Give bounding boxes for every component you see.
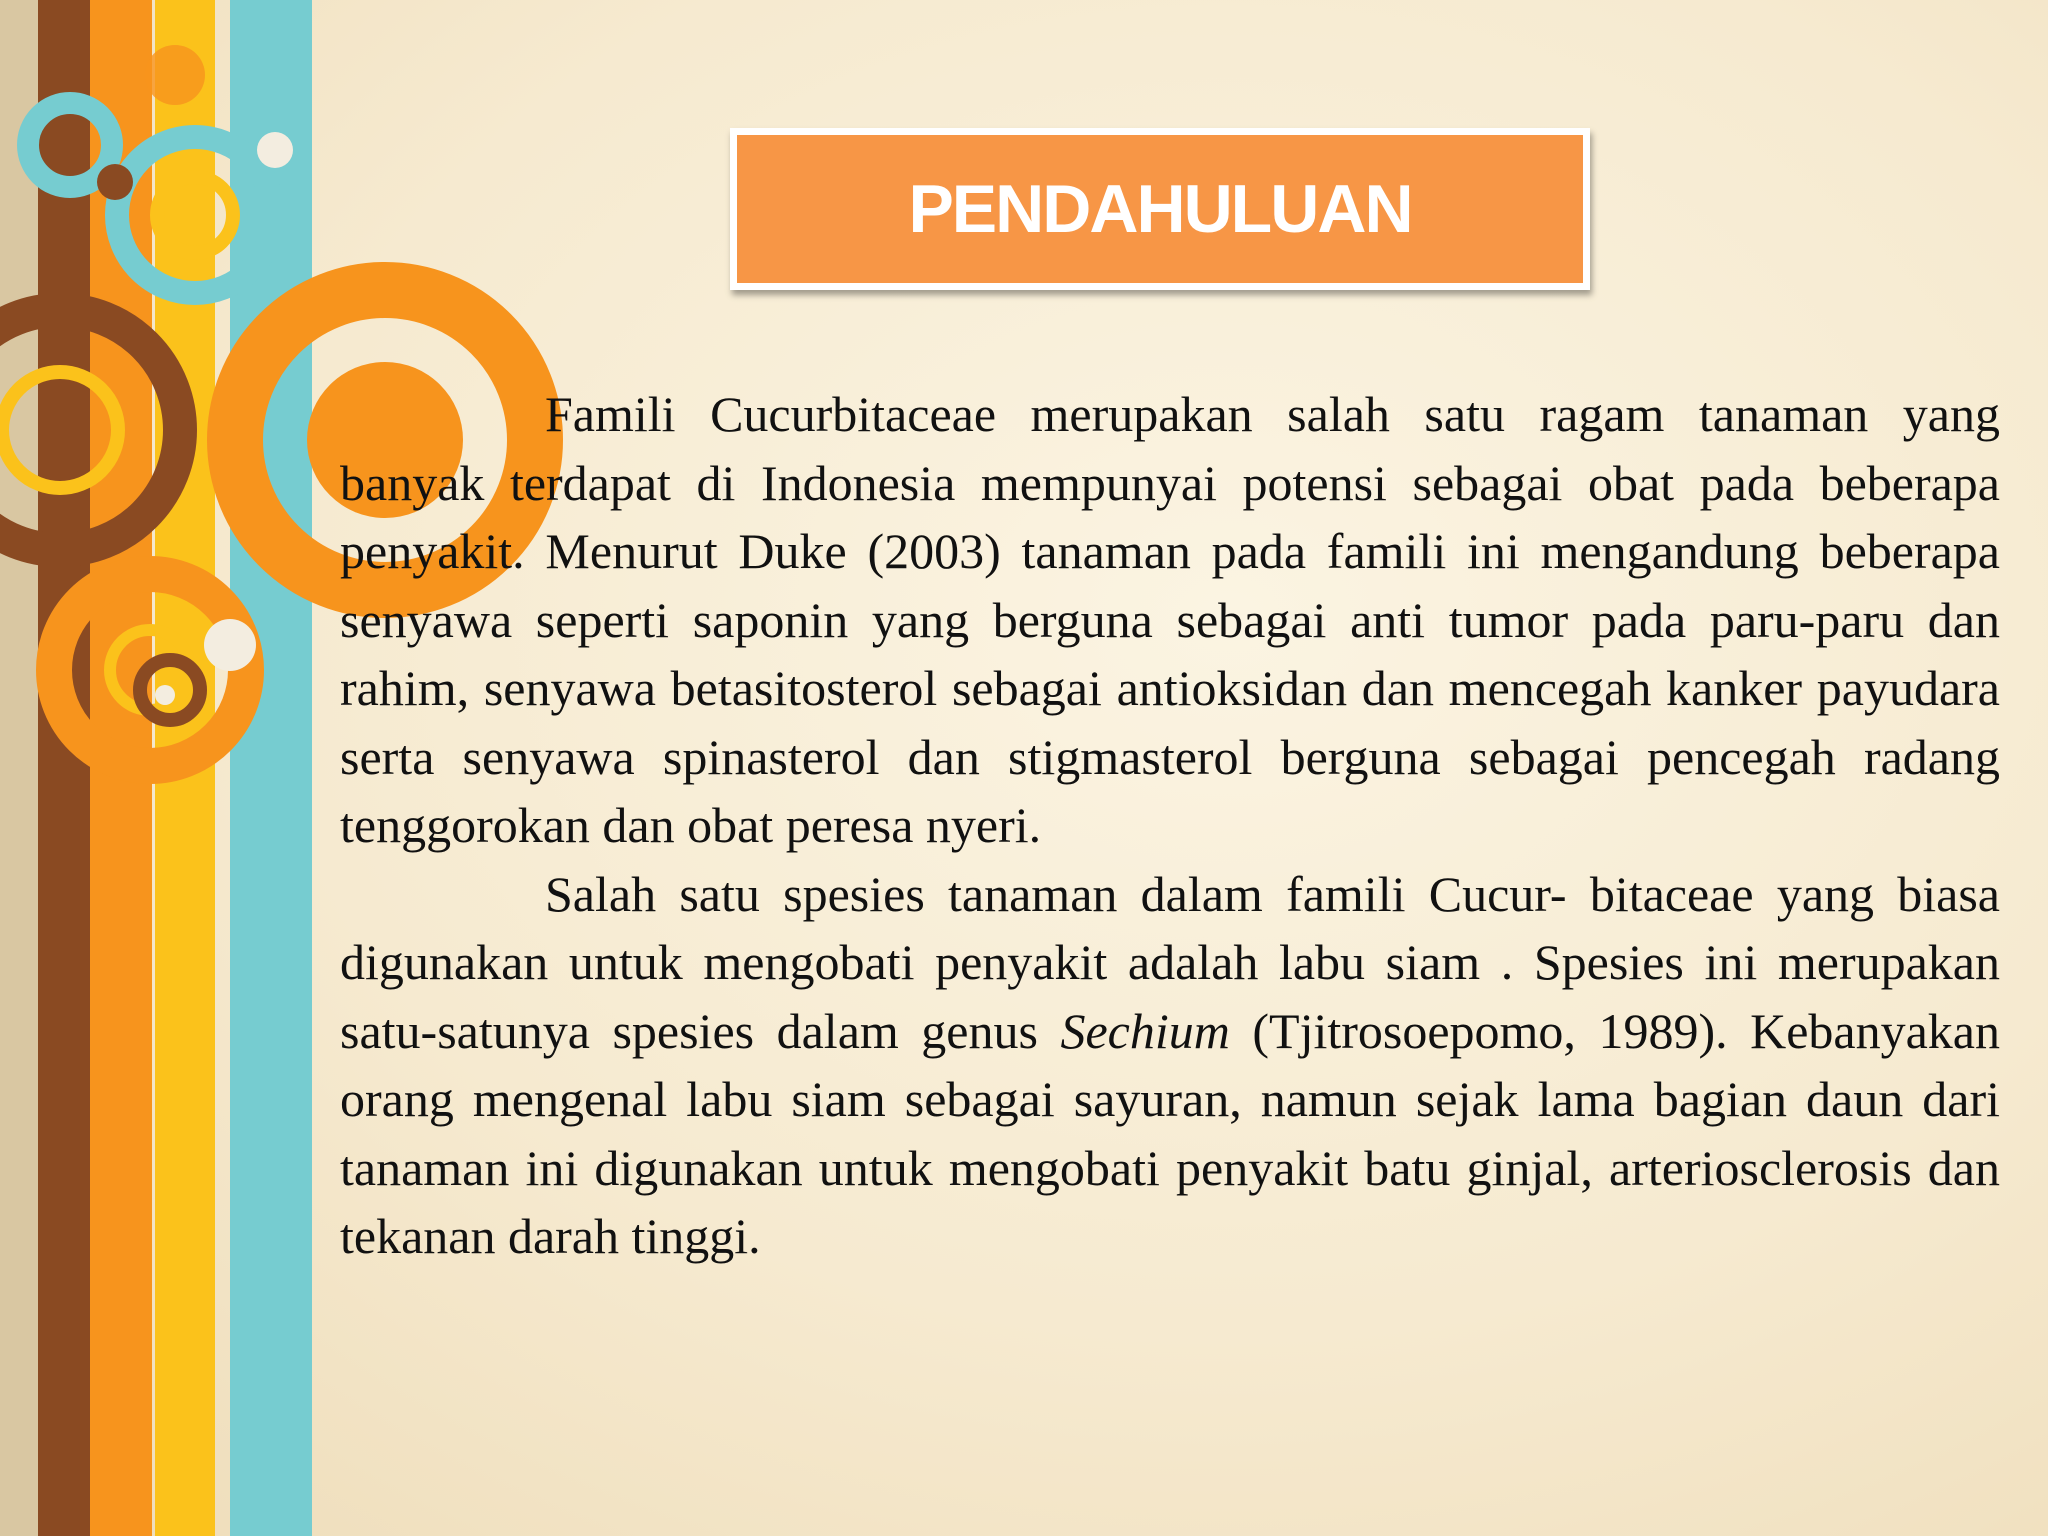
- stripe-pale: [0, 0, 40, 1536]
- paragraph-2: [340, 860, 2000, 1271]
- genus-name: Sechium: [1060, 1002, 1230, 1059]
- white-dot-top: [257, 132, 293, 168]
- paragraph-2-part-2: (Tjitrosoepomo, 1989). Kebanyakan orang mengenal labu siam sebagai sayuran, namun sejak lama bagian daun dari tanaman ini digunakan untuk mengobati penyakit batu ginjal, arteriosclerosis dan tekanan darah tinggi.: [340, 1002, 2000, 1264]
- title-box: [730, 128, 1590, 290]
- white-dot-middle: [204, 619, 256, 671]
- paragraph-1: Famili Cucurbitaceae merupakan salah satu ragam tanaman yang banyak terdapat di Indonesia mempunyai potensi sebagai obat pada beberapa penyakit. Menurut Duke (2003) tanaman pada famili ini mengandung beberapa senyawa seperti saponin yang berguna sebagai anti tumor pada paru-paru dan rahim, senyawa betasitosterol sebagai antioksidan dan mencegah kanker payudara serta senyawa spinasterol dan stigmasterol berguna sebagai pencegah radang tenggorokan dan obat peresa nyeri.: [340, 386, 2000, 853]
- body-text: [340, 380, 2000, 1271]
- brown-dot: [97, 164, 133, 200]
- paragraph-2-part-1: Salah satu spesies tanaman dalam famili Cucur- bitaceae yang biasa digunakan untuk mengobati penyakit adalah labu siam . Spesies ini merupakan satu-satunya spesies dalam genus: [340, 865, 2000, 1059]
- slide-title: PENDAHULUAN: [908, 171, 1412, 247]
- stripe-brown: [38, 0, 90, 1536]
